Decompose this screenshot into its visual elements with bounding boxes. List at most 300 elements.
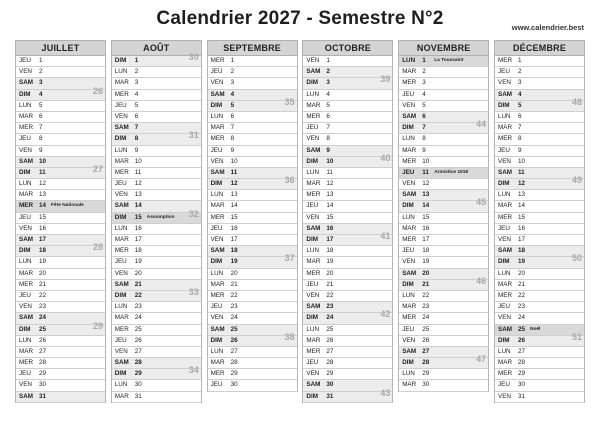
weekday-label: LUN <box>114 224 128 232</box>
day-number: 16 <box>518 224 526 232</box>
day-row <box>16 269 105 280</box>
weekday-label: MAR <box>210 202 225 210</box>
day-row <box>399 275 488 291</box>
day-row <box>16 302 105 313</box>
day-number: 11 <box>230 168 238 176</box>
day-number: 1 <box>39 57 43 64</box>
weekday-label: JEU <box>402 247 415 255</box>
holiday-label: Armistice 1918 <box>434 169 469 175</box>
day-number: 15 <box>230 213 238 221</box>
day-row <box>303 358 392 369</box>
weekday-label: MER <box>19 359 33 367</box>
day-row <box>495 56 584 67</box>
weekday-label: MAR <box>114 79 129 87</box>
day-number: 5 <box>422 101 426 109</box>
day-number: 3 <box>39 79 43 87</box>
day-number: 13 <box>39 191 47 199</box>
day-row <box>208 369 297 380</box>
weekday-label: MAR <box>306 336 321 344</box>
day-number: 26 <box>134 336 142 344</box>
day-number: 14 <box>39 202 47 210</box>
day-row <box>208 134 297 145</box>
weekday-label: VEN <box>402 101 416 109</box>
weekday-label: MER <box>306 347 321 355</box>
weekday-label: DIM <box>498 336 510 344</box>
weekday-label: JEU <box>19 291 31 299</box>
day-row <box>495 269 584 280</box>
day-number: 7 <box>518 124 522 132</box>
weekday-label: LUN <box>114 303 128 311</box>
weekday-label: MAR <box>114 314 129 322</box>
week-number: 41 <box>380 231 391 241</box>
day-number: 2 <box>134 68 139 76</box>
day-number: 1 <box>230 57 235 64</box>
day-number: 31 <box>326 392 334 400</box>
day-number: 20 <box>518 269 526 277</box>
weekday-label: DIM <box>114 57 127 64</box>
day-number: 30 <box>39 381 47 389</box>
day-number: 27 <box>134 347 142 355</box>
weekday-label: SAM <box>498 168 512 176</box>
day-number: 28 <box>134 359 142 367</box>
day-number: 9 <box>518 146 522 154</box>
day-row <box>303 257 392 268</box>
weekday-label: MAR <box>498 124 512 132</box>
day-row <box>16 392 105 403</box>
day-row <box>112 179 201 190</box>
weekday-label: JEU <box>19 213 31 221</box>
day-row <box>112 269 201 280</box>
weekday-label: MER <box>210 135 225 143</box>
day-row <box>303 309 392 324</box>
week-number: 44 <box>476 119 487 130</box>
week-number: 29 <box>92 320 103 331</box>
day-number: 25 <box>39 325 47 333</box>
day-number: 23 <box>518 303 526 311</box>
weekday-label: MAR <box>114 236 129 243</box>
day-row <box>495 134 584 145</box>
day-row <box>112 157 201 168</box>
weekday-label: MER <box>19 280 33 288</box>
holiday-label: Fête Nationale <box>51 203 84 209</box>
day-row <box>399 78 488 89</box>
weekday-label: VEN <box>19 303 32 311</box>
day-row <box>16 347 105 358</box>
day-number: 10 <box>422 157 430 165</box>
month-column <box>302 40 393 403</box>
day-row <box>303 380 392 391</box>
weekday-label: LUN <box>114 381 128 389</box>
day-number: 21 <box>39 280 47 288</box>
day-number: 9 <box>326 146 330 154</box>
month-days <box>398 56 489 392</box>
weekday-label: MER <box>306 269 321 277</box>
weekday-label: DIM <box>402 359 414 367</box>
weekday-label: DIM <box>210 258 223 266</box>
day-row <box>495 157 584 168</box>
weekday-label: MAR <box>210 280 225 288</box>
day-number: 11 <box>422 168 429 176</box>
week-number: 31 <box>188 130 199 141</box>
day-row <box>399 380 488 391</box>
day-row <box>399 119 488 134</box>
day-number: 11 <box>134 168 142 176</box>
weekday-label: SAM <box>19 236 33 243</box>
weekday-label: MAR <box>19 347 33 355</box>
day-row <box>16 201 105 212</box>
weekday-label: LUN <box>306 247 319 255</box>
day-number: 12 <box>326 180 334 188</box>
day-row <box>16 179 105 190</box>
day-row <box>495 201 584 212</box>
day-number: 10 <box>326 157 334 165</box>
weekday-label: VEN <box>498 79 511 87</box>
weekday-label: MAR <box>498 359 512 367</box>
day-row <box>112 112 201 123</box>
day-row <box>399 90 488 101</box>
day-number: 25 <box>518 325 526 333</box>
day-row <box>112 365 201 380</box>
month-header: SEPTEMBRE <box>207 40 298 56</box>
day-row <box>16 291 105 302</box>
day-row <box>16 163 105 179</box>
day-number: 9 <box>230 146 235 154</box>
day-number: 17 <box>230 236 238 243</box>
day-number: 4 <box>230 90 235 98</box>
week-number: 34 <box>188 365 199 376</box>
week-number: 27 <box>92 163 103 174</box>
day-row <box>399 168 488 179</box>
day-row <box>399 347 488 358</box>
weekday-label: DIM <box>498 180 510 188</box>
day-number: 15 <box>134 213 142 221</box>
day-number: 25 <box>422 325 430 333</box>
weekday-label: SAM <box>498 90 512 98</box>
day-row <box>495 253 584 268</box>
week-number: 51 <box>571 331 582 342</box>
week-number: 28 <box>92 242 103 253</box>
day-row <box>495 96 584 112</box>
day-row <box>495 302 584 313</box>
weekday-label: VEN <box>498 392 511 400</box>
day-number: 24 <box>326 314 334 322</box>
day-row <box>16 224 105 235</box>
weekday-label: LUN <box>19 180 32 188</box>
day-row <box>112 336 201 347</box>
day-number: 6 <box>422 112 426 120</box>
weekday-label: LUN <box>306 325 319 333</box>
weekday-label: LUN <box>498 347 511 355</box>
day-number: 12 <box>422 180 430 188</box>
month-days <box>494 56 585 403</box>
week-number: 49 <box>571 175 582 186</box>
day-number: 7 <box>230 124 235 132</box>
day-row <box>208 56 297 67</box>
day-number: 6 <box>134 112 139 120</box>
day-number: 16 <box>134 224 142 232</box>
weekday-label: MER <box>114 247 129 255</box>
weekday-label: LUN <box>210 191 224 199</box>
month-column <box>398 40 489 392</box>
day-number: 7 <box>134 124 139 132</box>
day-number: 7 <box>39 124 43 132</box>
weekday-label: VEN <box>19 381 32 389</box>
day-number: 12 <box>39 180 47 188</box>
weekday-label: SAM <box>19 79 33 87</box>
weekday-label: JEU <box>498 381 510 389</box>
day-row <box>495 175 584 190</box>
weekday-label: DIM <box>306 392 318 400</box>
month-header: OCTOBRE <box>302 40 393 56</box>
day-number: 24 <box>518 314 526 322</box>
day-number: 1 <box>326 57 330 64</box>
day-row <box>399 101 488 112</box>
day-row <box>399 246 488 257</box>
day-number: 4 <box>422 90 426 98</box>
day-row <box>399 134 488 145</box>
day-row <box>16 235 105 246</box>
weekday-label: DIM <box>19 247 31 255</box>
day-number: 27 <box>230 347 238 355</box>
day-number: 13 <box>422 191 430 199</box>
day-row <box>399 291 488 302</box>
day-number: 5 <box>39 101 43 109</box>
weekday-label: LUN <box>210 347 224 355</box>
day-number: 12 <box>230 180 238 188</box>
day-row <box>16 320 105 336</box>
weekday-label: LUN <box>402 291 415 299</box>
week-number: 26 <box>92 85 103 96</box>
day-row <box>208 201 297 212</box>
weekday-label: SAM <box>498 247 512 255</box>
day-number: 21 <box>134 280 142 288</box>
day-row <box>399 213 488 224</box>
day-row <box>16 123 105 134</box>
day-row <box>208 331 297 347</box>
weekday-label: MER <box>498 135 512 143</box>
month-header: JUILLET <box>15 40 106 56</box>
month-days <box>15 56 106 403</box>
weekday-label: SAM <box>114 202 129 210</box>
day-number: 17 <box>39 236 47 243</box>
weekday-label: JEU <box>306 202 319 210</box>
weekday-label: JEU <box>306 359 319 367</box>
day-row <box>112 90 201 101</box>
weekday-label: MER <box>114 168 129 176</box>
day-number: 2 <box>518 68 522 76</box>
day-number: 29 <box>39 370 47 378</box>
day-row <box>112 235 201 246</box>
day-number: 9 <box>134 146 139 154</box>
weekday-label: LUN <box>210 112 224 120</box>
day-row <box>399 235 488 246</box>
day-number: 12 <box>518 180 526 188</box>
week-number: 46 <box>476 275 487 286</box>
day-number: 29 <box>326 370 334 378</box>
day-row <box>208 291 297 302</box>
day-number: 20 <box>422 269 430 277</box>
weekday-label: MER <box>498 291 512 299</box>
weekday-label: JEU <box>498 146 510 154</box>
weekday-label: LUN <box>306 168 319 176</box>
weekday-label: MER <box>306 191 321 199</box>
weekday-label: JEU <box>210 146 223 154</box>
day-row <box>112 257 201 268</box>
day-number: 26 <box>230 336 238 344</box>
day-number: 20 <box>230 269 238 277</box>
day-number: 18 <box>518 247 526 255</box>
week-number: 50 <box>571 253 582 264</box>
weekday-label: LUN <box>498 269 511 277</box>
day-row <box>16 257 105 268</box>
day-row <box>112 302 201 313</box>
weekday-label: MAR <box>19 112 33 120</box>
weekday-label: MAR <box>19 269 33 277</box>
day-row <box>399 369 488 380</box>
day-row <box>303 190 392 201</box>
day-row <box>208 78 297 89</box>
day-number: 6 <box>518 112 522 120</box>
day-number: 10 <box>134 157 142 165</box>
day-number: 30 <box>134 381 142 389</box>
day-row <box>495 78 584 89</box>
day-number: 16 <box>39 224 47 232</box>
day-number: 17 <box>422 236 430 243</box>
weekday-label: DIM <box>402 202 414 210</box>
day-row <box>112 246 201 257</box>
day-number: 23 <box>230 303 238 311</box>
weekday-label: MER <box>210 213 225 221</box>
weekday-label: JEU <box>498 68 510 76</box>
day-row <box>303 90 392 101</box>
week-number: 36 <box>284 175 295 186</box>
day-row <box>495 168 584 179</box>
weekday-label: JEU <box>114 336 127 344</box>
day-number: 29 <box>230 370 238 378</box>
month-header: NOVEMBRE <box>398 40 489 56</box>
day-row <box>495 235 584 246</box>
weekday-label: SAM <box>402 347 417 355</box>
day-row <box>399 257 488 268</box>
week-number: 32 <box>188 208 199 219</box>
day-row <box>208 246 297 257</box>
day-number: 29 <box>134 370 142 378</box>
day-row <box>495 213 584 224</box>
day-row <box>303 387 392 403</box>
day-row <box>399 56 488 67</box>
day-row <box>303 152 392 168</box>
weekday-label: JEU <box>402 168 415 176</box>
day-row <box>208 302 297 313</box>
day-row <box>399 336 488 347</box>
day-row <box>112 201 201 212</box>
weekday-label: DIM <box>114 370 127 378</box>
weekday-label: DIM <box>210 101 223 109</box>
day-number: 20 <box>134 269 142 277</box>
weekday-label: DIM <box>306 236 318 243</box>
weekday-label: VEN <box>19 224 32 232</box>
day-row <box>16 157 105 168</box>
day-number: 21 <box>230 280 238 288</box>
weekday-label: JEU <box>114 258 127 266</box>
day-row <box>303 201 392 212</box>
day-row <box>303 56 392 67</box>
day-number: 31 <box>518 392 526 400</box>
day-number: 8 <box>39 135 43 143</box>
weekday-label: JEU <box>114 101 127 109</box>
weekday-label: MER <box>498 370 512 378</box>
day-number: 21 <box>518 280 526 288</box>
weekday-label: JEU <box>210 224 223 232</box>
day-number: 5 <box>134 101 139 109</box>
day-number: 31 <box>39 392 47 400</box>
day-number: 30 <box>518 381 526 389</box>
day-row <box>208 235 297 246</box>
day-number: 18 <box>230 247 238 255</box>
day-number: 29 <box>422 370 430 378</box>
day-number: 4 <box>134 90 139 98</box>
weekday-label: MAR <box>402 224 417 232</box>
day-row <box>399 354 488 369</box>
weekday-label: MER <box>402 314 417 322</box>
site-url: www.calendrier.best <box>511 23 584 32</box>
day-row <box>208 347 297 358</box>
day-row <box>112 67 201 78</box>
day-row <box>303 168 392 179</box>
weekday-label: MER <box>402 236 417 243</box>
day-row <box>495 190 584 201</box>
weekday-label: SAM <box>114 280 129 288</box>
weekday-label: SAM <box>210 168 225 176</box>
day-number: 26 <box>326 336 334 344</box>
weekday-label: VEN <box>402 336 416 344</box>
day-row <box>303 224 392 235</box>
day-number: 3 <box>518 79 522 87</box>
weekday-label: DIM <box>19 168 31 176</box>
day-number: 28 <box>39 359 47 367</box>
day-number: 20 <box>326 269 334 277</box>
week-number: 40 <box>380 152 391 163</box>
weekday-label: MER <box>402 79 417 87</box>
day-row <box>112 224 201 235</box>
day-row <box>495 325 584 336</box>
day-number: 14 <box>230 202 238 210</box>
day-row <box>112 313 201 324</box>
day-number: 26 <box>518 336 526 344</box>
weekday-label: JEU <box>306 280 319 288</box>
day-number: 25 <box>134 325 142 333</box>
weekday-label: DIM <box>114 213 127 221</box>
day-number: 14 <box>134 202 142 210</box>
weekday-label: DIM <box>210 336 223 344</box>
weekday-label: SAM <box>210 90 225 98</box>
day-row <box>399 269 488 280</box>
day-number: 11 <box>326 168 333 176</box>
weekday-label: SAM <box>210 325 225 333</box>
day-number: 18 <box>39 247 47 255</box>
weekday-label: VEN <box>210 314 224 322</box>
day-number: 14 <box>326 202 334 210</box>
day-number: 4 <box>39 90 43 98</box>
day-number: 2 <box>230 68 235 76</box>
weekday-label: SAM <box>19 314 33 322</box>
weekday-label: VEN <box>306 135 320 143</box>
week-number: 39 <box>380 74 391 85</box>
weekday-label: MAR <box>306 258 321 266</box>
weekday-label: MAR <box>402 68 417 76</box>
weekday-label: VEN <box>114 191 128 199</box>
day-number: 7 <box>422 124 426 132</box>
